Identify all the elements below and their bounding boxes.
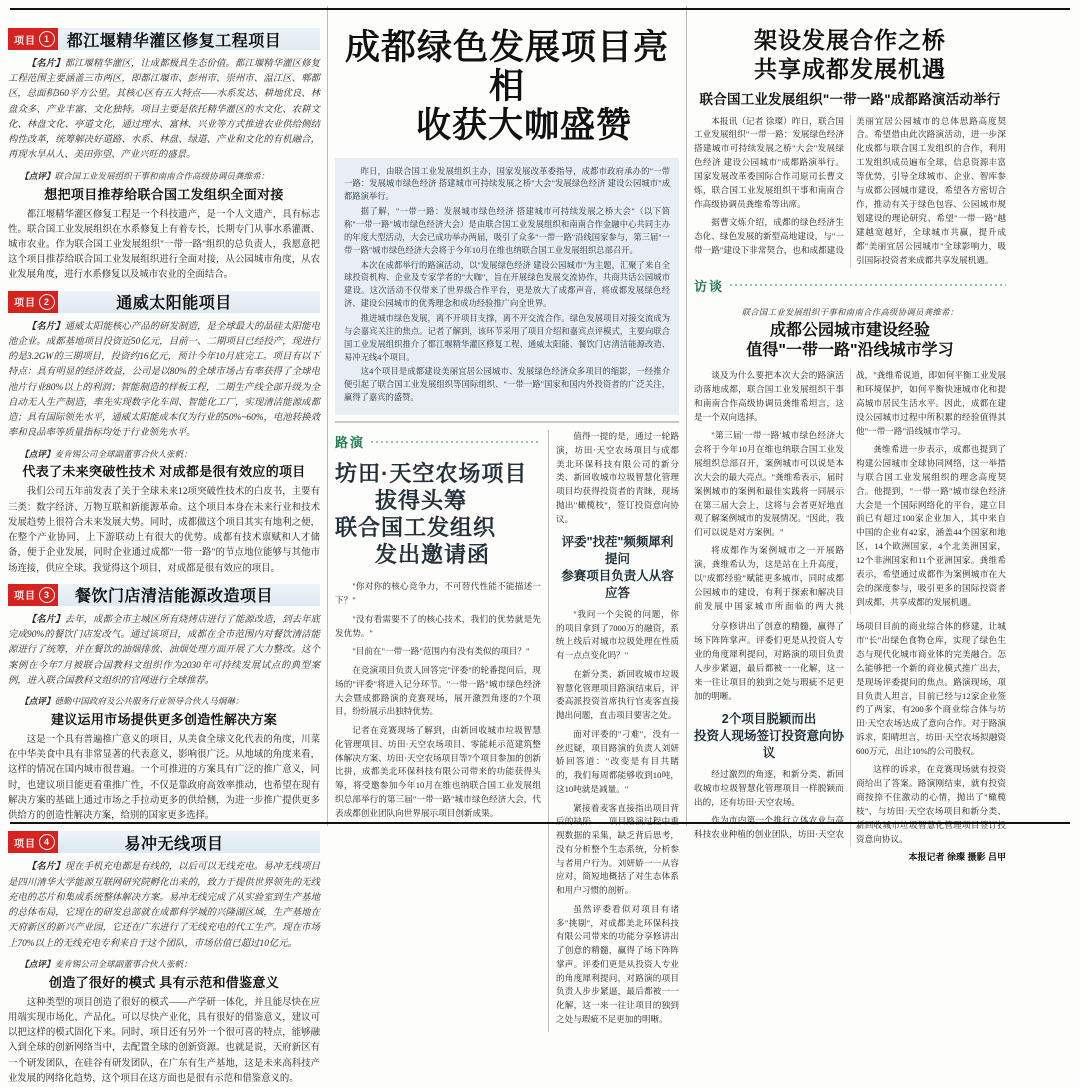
comment-author-3: 德勤中国政府及公共服务行业领导合伙人马炯琳： xyxy=(54,696,244,707)
project-header-2 xyxy=(8,291,320,313)
roadshow-headline-line4: 发出邀请函 xyxy=(375,541,491,567)
comment-by-1 xyxy=(8,170,320,183)
roadshow-sub1-p3: 面对评委的"刁难"，没有一丝迟疑，项目路演的负责人刘妍娇回答道："改变是有目共睹的，我们每周都能够收到10吨，这10吨就是减量。" xyxy=(556,728,679,794)
roadshow-sub1-p5: 虽然评委看似对项目有诸多"挑剔"，对成都美北环保科技有限公司带来的功能分享修讲出了创意的精髓，赢得了场下阵阵掌声。评委们更是从投资人专业的角度犀利提问，对路演的项目负责人步步紧逼，最后都被一一化解，这一来一往让项目的独到之处与瑕疵不足更加的明晰。 xyxy=(556,903,679,1024)
dotted-rule xyxy=(371,439,541,445)
project-title-2: 通威太阳能项目 xyxy=(116,295,232,313)
project-number-3: 3 xyxy=(39,587,55,603)
project-card-2 xyxy=(8,320,320,442)
project-tag-label-2: 项目 xyxy=(14,298,36,310)
interview-headline-line2: 值得"一带一路"沿线城市学习 xyxy=(746,342,954,360)
roadshow-headline-line1: 坊田·天空农场项目 xyxy=(335,461,528,487)
card-label-1: 【名片】 xyxy=(26,59,65,69)
project-tag-4 xyxy=(8,831,58,853)
project-title-1: 都江堰精华灌区修复工程项目 xyxy=(66,32,282,50)
main-headline xyxy=(335,28,679,146)
right-body xyxy=(694,115,1006,268)
project-card-3 xyxy=(8,613,320,689)
roadshow-left-p3: "目前在"一带一路"范围内有没有类似的项目？" xyxy=(352,646,530,657)
comment-author-1: 联合国工业发展组织干事和南南合作高级协调员龚维希： xyxy=(54,170,270,181)
roadshow-sub1-p1: "我问一个尖锐的问题，你的项目拿到了7000万的融资，系统上线后对城市垃圾处理在性质有一点点变化吗？" xyxy=(556,608,679,661)
right-body-p1: 本报讯（记者 徐璨）昨日，联合国工业发展组织"一带一路：发展绿色经济 搭建城市可持续发展之桥"大会"发展绿色经济 建设公园城市"成都路演举行。国家发展改革委国际合作司原司长曹文炼，联合国工业发展组织干事和南南合作高级协调员龚维希等出席。 xyxy=(694,115,844,210)
roadshow-left-p4: 在竞演项目负责人回答完"评委"的轮番提问后，现场的"评委"将进入记分环节。"一带一路"城市绿色经济大会暨成都路演的竞赛现场，展开激烈角逐的7个项目，纷纷展示出独特优势。 xyxy=(335,665,541,717)
interview-body xyxy=(694,369,1006,614)
left-column xyxy=(8,6,320,1084)
roadshow-tag: 路演 xyxy=(335,435,366,451)
roadshow-sub2-p1: 经过激烈的角逐，和新分类、新回收城市垃圾智慧化管理项目一样脱颖而出的，还有坊田·天空农场。 xyxy=(694,769,844,807)
roadshow-left-p1: "你对你的核心竞争力，不可替代性能不能描述一下？" xyxy=(335,581,541,606)
comment-headline-2: 代表了未来突破性技术 对成都是很有效应的项目 xyxy=(22,464,306,480)
roadshow-sub2-p3: 这样的诉求，在竞赛现场就有投资商给出了答案。路演刚结束，就有投资商按捺不住激动的心情，抛出了"橄榄枝"，与坊田·天空农场项目和新分类、新回收城市垃圾智慧化管理项目签订投资意向协议。 xyxy=(856,764,1006,844)
interview-p1: 谈及为什么要把本次大会的路演活动落地成都，联合国工业发展组织干事和南南合作高级协调员龚维希坦言，这是一个双向选择。 xyxy=(694,370,844,422)
card-label-2: 【名片】 xyxy=(26,321,65,332)
comment-by-4 xyxy=(8,958,320,971)
top-rule xyxy=(10,8,1070,10)
project-title-3: 餐饮门店清洁能源改造项目 xyxy=(74,588,273,606)
right-headline-line1: 架设发展合作之桥 xyxy=(754,27,946,53)
project-card-1 xyxy=(8,57,320,164)
byline: 本报记者 徐璨 摄影 吕甲 xyxy=(908,851,1006,862)
roadshow-left xyxy=(335,430,541,1032)
card-text-3: 去年，成都全市主城区所有烧烤店进行了能源改造，到去年底完成90%的餐饮门店发改气。通过该项目，成都在全市范围内对餐饮清洁能源进行了统筹，并在餐饮的油烟排放、油烟处理方面开展了大力整改。这个案例在今年7月被联合国教科文组织作为2030年可持续发展试点的典型案例，进入联合国教科文组织的官网进行全球推荐。 xyxy=(8,614,320,686)
lead-paragraph-4: 推进城市绿色发展，离不开项目支撑，离不开交流合作。绿色发展项目对接交流成为与会嘉宾关注的焦点。记者了解到，该环节采用了项目介绍和嘉宾点评模式，主要向联合国工业发展组织推介了都江堰精华灌区修复工程、通威太阳能、餐饮门店清洁能源改造、易冲无线4个项目。 xyxy=(344,314,670,362)
project-header-3 xyxy=(8,584,320,606)
roadshow-sub1-p4: 紧接着麦客直接指出项目背后的缺陷——项目路演过程中重视数据的采集，缺乏背后思考，没有分析整个生态系统，分析参与者用户行为。刘妍娇一一从容应对，简短地概括了对生态体系和用户习惯的剖析。 xyxy=(556,802,679,896)
interview-p4: 龚维希进一步表示，成都也提到了构建公园城市全球协同网络，这一举措与联合国工业发展组织的理念高度契合。他提到，"一带一路"城市绿色经济大会是一个国际网络化的平台，建立目前已有超过100家企业加入，其中来自中国的企业有42家，涵盖44个国家和地区，14个欧洲国家，4个北美洲国家，12个非洲国家和11个亚洲国家。龚维希表示，希望通过成都作为案例城市在大会的深度参与，吸引更多的国际投资者到成都，共享成都的发展机遇。 xyxy=(856,443,1006,607)
comment-headline-1: 想把项目推荐给联合国工发组织全面对接 xyxy=(44,186,284,202)
project-tag-label-4: 项目 xyxy=(14,838,36,850)
interview-p2: "第三届'一带一路'城市绿色经济大会将于今年10月在维也纳联合国工业发展组织总部召开，案例城市可以说是本次大会的最大亮点。"龚维希表示，届时案例城市的案例和最佳实践将一同展示在第三届大会上，这将与会者更好地直观了解案例城市的发展情况。"因此，我们可以说是对方案例。" xyxy=(694,429,844,538)
comment-headline-3: 建议运用市场提供更多创造性解决方案 xyxy=(50,711,278,727)
right-body-p2: 据曹文炼介绍，成都的绿色经济生态化、绿色发展的新型高地建设，与"一带一路"建设下非常契合，也和成都建设美丽宜居公园城市的总体思路高度契合。希望借由此次路演活动，进一步深化成都与联合国工发组织的合作，利用工发组织成员遍布全球，信息资源丰富等优势，引导全球城市、企业、智库参与成都公园城市建设，希望各方密切合作，推动有关于绿色包容、公园城市规划建设的理论研究、希望"一带一路"越建越宽越好，全球城市共赢，提升成都"美丽宜居公园城市"全球影响力，吸引国际投资者来成都共享发展机遇。 xyxy=(694,115,1006,265)
dotted-rule xyxy=(730,282,1006,288)
comment-by-3 xyxy=(8,695,320,708)
project-tag-label-3: 项目 xyxy=(14,591,36,603)
card-text-1: 都江堰精华灌区，让成都极具生态价值。都江堰精华灌区修复工程范围主要涵盖三市两区，即都江堰市、彭州市、崇州市、温江区、郫都区，总面积360平方公里。其核心区有五大特点——水系发达、耕地优良、林盘众多、产业丰富、文化独特。项目主要是依托精华灌区的水文化、农耕文化、林盘文化、亭道文化，通过理水、富林、兴业等方式推进农业供给侧结构性改革，统筹解决好道路、水系、林盘、绿道、产业和文化的有机融合，再现水旱从人、美田弥望、产业兴旺的盛景。 xyxy=(8,59,320,161)
project-card-4 xyxy=(8,860,320,951)
project-number-1: 1 xyxy=(39,31,55,47)
roadshow-subheadline-1-line2: 参赛项目负责人从容应答 xyxy=(561,569,674,600)
project-tag-3 xyxy=(8,584,58,606)
bottom-rule xyxy=(10,822,1070,824)
column-divider-1 xyxy=(327,6,328,826)
right-subheadline: 联合国工业发展组织"一带一路"成都路演活动举行 xyxy=(699,91,1001,107)
project-tag-2 xyxy=(8,291,58,313)
card-text-4: 现在手机充电都是有线的，以后可以无线充电。易冲无线项目是四川清华大学能源互联网研究院孵化出来的，致力于提供世界领先的无线充电的芯片和集成系统整体解决方案。易冲无线完成了从实验室到生产基地的总体布局，它现在的研发总部就在成都科学城的兴隆湖区域，生产基地在天府新区的新兴产业园，它还在广东进行了无线充电的代工生产。现在市场上70%以上的无线充电专利来自于这个团队，市场估值已超过10亿元。 xyxy=(8,862,320,949)
interview-headline-line1: 成都公园城市建设经验 xyxy=(769,321,930,339)
roadshow-headline-line3: 联合国工发组织 xyxy=(335,514,497,540)
comment-text-2: 我们公司五年前发表了关于全球未来12项突破性技术的白皮书，主要有三类：数字经济、万物互联和新能源革命。这个项目本身在未来行业和技术发展趋势上很符合未来发展大势。同时，成都做这个项目其实有地利之便，在整个产业协同，上下游联动上有很大的优势。成都有技术禀赋和人才储备，便于企业发展，同时企业通过成都"一带一路"的节点地位能够与其他市场连接，供应全球。我觉得这个项目，对成都是很有效应的项目。 xyxy=(8,487,320,574)
right-headline xyxy=(694,26,1006,84)
roadshow-subheadline-2-line1: 2个项目脱颖而出 xyxy=(721,712,817,727)
lead-paragraph-3: 本次在成都举行的路演活动，以"发展绿色经济 建设公园城市"为主题，汇聚了来自全球投资机构、企业及专家学者的"大咖"，旨在开展绿色发展交流协作，共商共话公园城市建设。这次活动不仅带来了世界级合作平台，更是放大了成都声音，将成都发展绿色经济、建设公园城市的优秀理念和成功经验推广向全世界。 xyxy=(344,260,670,309)
main-headline-line1: 成都绿色发展项目亮相 xyxy=(344,28,669,107)
roadshow-subheadline-1-line1: 评委"找茬"频频犀利提问 xyxy=(561,535,674,567)
center-column xyxy=(335,6,679,1024)
roadshow-headline xyxy=(335,461,541,568)
project-tag-label-1: 项目 xyxy=(14,35,36,47)
comment-text-1: 都江堰精华灌区修复工程是一个科技遗产，是一个人文遗产，具有标志性。联合国工业发展组织在水系修复上有着专长，长期专门从事水系灌溉、城市农业。作为联合国工业发展组织"一带一路"组织的总负责人，我愿意把这个项目推荐给联合国工业发展组织进行全面对接，从公园城市角度，从农业发展角度，进行水系修复以及城市农业的全面结合。 xyxy=(8,209,320,281)
comment-author-4: 麦肯锡公司全球副董事合伙人张帆： xyxy=(54,958,192,969)
column-divider-2 xyxy=(686,6,687,826)
column-divider-roadshow xyxy=(548,430,549,1032)
project-header-1 xyxy=(8,28,320,50)
right-continued-p1: 分享修讲出了创意的精髓，赢得了场下阵阵掌声。评委们更是从投资人专业的角度犀利提问，对路演的项目负责人步步紧逼，最后都被一一化解，这一来一往让项目的独到之处与瑕疵不足更加的明晰。 xyxy=(694,620,844,701)
roadshow-right xyxy=(556,430,679,1032)
comment-text-3: 这是一个具有普遍推广意义的项目，从美食全球文化代表的角度，川菜在中华美食中具有非常显著的代表意义，影响很广泛。从地域的角度来看，这样的情况在国内城市很普遍。一个可推进的方案具有广泛的推广意义，同时，也建议项目能更看重推广性，不仅是靠政府高效率推动，也希望在现有解决方案的基础上通过市场之手拉动更多的供给侧，为进一步推广提供更多供给方的创造性解决方案，给别的国家更多选择。 xyxy=(8,734,320,822)
project-title-4: 易冲无线项目 xyxy=(124,835,224,853)
project-tag-1 xyxy=(8,28,58,50)
lead-paragraph-5: 这4个项目是成都建设美丽宜居公园城市、发展绿色经济众多项目的缩影，一经推介便引起了联合国工业发展组织等国际组织、"一带一路"国家和国内外投资者的广泛关注，赢得了嘉宾的盛赞。 xyxy=(344,367,670,403)
right-continued xyxy=(694,620,1006,847)
project-number-2: 2 xyxy=(39,294,55,310)
lead-paragraph-1: 昨日，由联合国工业发展组织主办，国家发展改革委指导，成都市政府承办的"一带一路：发展城市绿色经济 搭建城市可持续发展之桥"大会"发展绿色经济 建设公园城市"成都路演举行。 xyxy=(344,166,670,202)
card-text-2: 通威太阳能核心产品的研发制造，是全球最大的晶硅太阳能电池企业。成都基地项目投资近50亿元，目前一、二期项目已经投产，现进行的是3.2GW的三期项目，投资约16亿元，预计今年10月底完工。项目有以下特点：具有明显的经济效益，公司是以80%的全球市场占有率获得了全球电池片行业80%以上的利润；智能制造的样板工程，二期生产线全部升级为全自动无人生产制造，率先实现数字化车间、智能化工厂，实现清洁能源成都造；具有国际领先水平，通威太阳能成本仅为行业的50%~60%，电池转换效率和良品率等质量指标均处于行业领先水平。 xyxy=(8,321,320,439)
interview-lead: 联合国工业发展组织干事和南南合作高级协调员龚维希： xyxy=(741,307,959,317)
interview-tag: 访谈 xyxy=(694,278,725,294)
roadshow-section-label xyxy=(335,432,541,451)
roadshow-section xyxy=(335,430,679,1032)
comment-label-1: 【点评】 xyxy=(20,170,55,181)
comment-label-4: 【点评】 xyxy=(20,958,55,969)
conference-photo xyxy=(335,421,679,423)
comment-text-4: 这种类型的项目创造了很好的模式——产学研一体化，并且能尽快在应用端实现市场化、产品化。可以尽快产业化，具有很好的借鉴意义，建议可以把这样的模式固化下来。同时，项目还有另外一个很可喜的特点，能够融入到全球的创新网络当中，去配置全球的创新资源。也就是说，天府新区有一个研发团队，在硅谷有研发团队，在广东有生产基地，这是未来高科技产业发展的网络化趋势，这个项目在这方面也是很有示范和借鉴意义的。 xyxy=(8,997,320,1084)
roadshow-headline-line2: 拔得头筹 xyxy=(375,487,468,513)
card-label-4: 【名片】 xyxy=(26,862,65,873)
project-header-4 xyxy=(8,831,320,853)
comment-headline-4: 创造了很好的模式 具有示范和借鉴意义 xyxy=(48,974,279,990)
roadshow-subheadline-2-line2: 投资人现场签订投资意向协议 xyxy=(694,729,845,761)
card-label-3: 【名片】 xyxy=(26,614,65,625)
main-headline-line2: 收获大咖盛赞 xyxy=(415,106,632,146)
interview-p3: 将成都作为案例城市之一开展路演，龚维希认为，这是站在上升高度，以"成都经验"赋能更多城市，同时成都公园城市的建设，有利于探索和解决目前发展中国家城市所面临的两大挑战，"龚维希说道，即如何平衡工业发展和环境保护，如何平衡快速城市化和提高城市居民生活水平。因此，成都在建设公园城市过程中所积累的经验值得其他"一带一路"沿线城市学习。 xyxy=(694,370,1006,611)
right-column xyxy=(694,6,1006,862)
interview-headline xyxy=(694,321,1006,363)
right-headline-line2: 共享成都发展机遇 xyxy=(754,55,946,82)
comment-label-2: 【点评】 xyxy=(20,448,55,459)
roadshow-right-p1: 值得一提的是，通过一轮路演，坊田·天空农场项目与成都美北环保科技有限公司的新分类、新回收城市垃圾智慧化管理项目均获得投资者的青睐，现场抛出"橄榄枝"，签订投资意向协议。 xyxy=(556,431,679,524)
comment-author-2: 麦肯锡公司全球副董事合伙人张帆： xyxy=(54,448,192,459)
comment-label-3: 【点评】 xyxy=(20,696,55,707)
roadshow-left-p2: "没有看需要不了的核心技术，我们的优势就是先发优势。" xyxy=(335,613,541,638)
lead-box xyxy=(335,158,679,415)
roadshow-subheadline-1 xyxy=(556,534,679,602)
interview-section-label xyxy=(694,276,1006,295)
roadshow-sub1-p2: 在新分类、新回收城市垃圾智慧化管理项目路演结束后，评委高派投资首席执行官麦客直接抛出问题，直击项目要害之处。 xyxy=(556,668,679,721)
project-number-4: 4 xyxy=(39,834,55,850)
roadshow-sub2-p2: 作为市内第一个推行立体农业与高科技农业种植的创业团队，坊田·天空农场项目目前的商业综合体的修建，让城市"长"出绿色食物仓库，实现了绿色生态与现代化城市商业体的完美融合。怎么能够把一个新的商业模式推广出去，是现场评委提问的焦点。路演现场，项目负责人坦言，目前已经与12家企业签约了两家，有200多个商业综合体与坊田·天空农场达成了意向合作。对于路演诉求，阳晴坦言，坊田·天空农场拟融资600万元，出让10%的公司股权。 xyxy=(694,620,1006,839)
lead-paragraph-2: 据了解，"一带一路：发展城市绿色经济 搭建城市可持续发展之桥大会"（以下简称"一带一路"城市绿色经济大会）是由联合国工业发展组织和南南合作金融中心共同主办的年度大型活动，大会已成功举办两届，吸引了众多"一带一路"沿线国家参与，第三届"一带一路"城市绿色经济大会将于今年10月在维也纳联合国工业发展组织总部召开。 xyxy=(344,207,670,255)
roadshow-subheadline-2 xyxy=(694,711,844,762)
comment-by-2 xyxy=(8,448,320,461)
roadshow-left-p5: 记者在竞赛现场了解到，由新回收城市垃圾智慧化管理项目、坊田·天空农场项目、零能耗示范建筑整体解决方案、坊田·天空农场项目等7个项目参加的创新比拼，成都美北环保科技有限公司带来的功能获得头筹，将受邀参加今年10月在维也纳联合国工业发展组织总部举行的第三届"一带一路"城市绿色经济大会，代表成都创业团队向世界展示项目创新成果。 xyxy=(335,725,541,818)
